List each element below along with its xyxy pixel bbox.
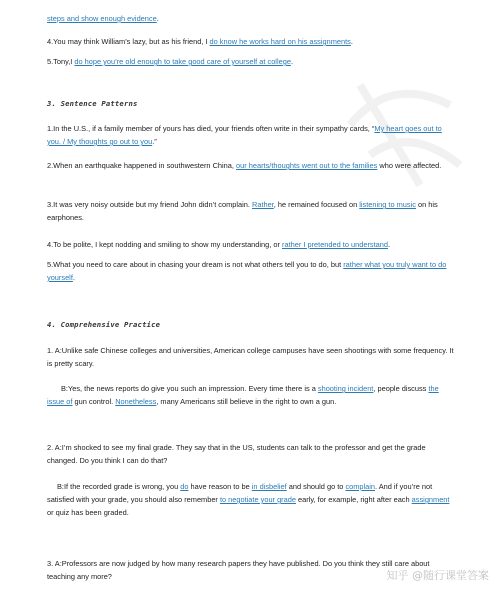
body-text: .”: [152, 137, 157, 146]
watermark-text: 知乎 @随行课堂答案: [386, 569, 489, 582]
paragraph-line1: [47, 12, 457, 25]
body-text: , he remained focused on: [273, 200, 360, 209]
body-text: 3.It was very noisy outside but my friend John didn’t complain.: [47, 200, 252, 209]
section-heading-sentence-patterns: 3. Sentence Patterns: [47, 99, 138, 108]
paragraph-line3: [47, 55, 457, 68]
answer-text: to negotiate your grade: [219, 495, 296, 504]
body-text: 4.You may think William’s lazy, but as his friend, I: [47, 37, 210, 46]
practice-item: [47, 441, 457, 467]
body-text: . And if you’re not satisfied with your grade, you should also remember: [47, 482, 433, 504]
answer-text: the issue of: [47, 384, 439, 406]
body-text: early, for example, right after each: [295, 495, 412, 504]
body-text: .: [72, 273, 75, 282]
body-text: .: [290, 57, 293, 66]
body-text: 4.To be polite, I kept nodding and smiling to show my understanding, or: [47, 240, 282, 249]
body-text: .: [388, 240, 391, 249]
body-text: 1.In the U.S., if a family member of yours has died, your friends often write in their sympathy cards, “: [47, 124, 375, 133]
body-text: 2. A:I’m shocked to see my final grade. They say that in the US, students can talk to the professor and get the grade changed. Do you think I can do that?: [47, 443, 426, 465]
body-text: on his earphones.: [47, 200, 438, 222]
answer-text: rather what you truly want to do yourself: [47, 260, 447, 282]
answer-text: My heart goes out to you. / My thoughts go out to you: [47, 124, 442, 146]
body-text: .: [350, 37, 353, 46]
answer-text: rather I pretended to understand: [282, 240, 389, 249]
body-text: .: [156, 14, 159, 23]
body-text: 2.When an earthquake happened in southwestern China,: [47, 161, 237, 170]
body-text: who were affected.: [377, 161, 442, 170]
body-text: 5.Tony,I: [47, 57, 75, 66]
body-text: and should go to: [286, 482, 346, 491]
body-text: 3. A:Professors are now judged by how many research papers they have published. Do you think they still care about teaching any more?: [47, 559, 430, 581]
body-text: 5.What you need to care about in chasing your dream is not what others tell you to do, but: [47, 260, 344, 269]
answer-text: Nonetheless: [115, 397, 157, 406]
body-text: B:If the recorded grade is wrong, you: [57, 482, 181, 491]
answer-text: our hearts/thoughts went out to the families: [236, 161, 378, 170]
sentence-pattern-item: [47, 198, 457, 224]
answer-text: shooting incident: [317, 384, 374, 393]
body-text: gun control.: [72, 397, 116, 406]
answer-text: steps and show enough evidence: [47, 14, 157, 23]
answer-text: assignment: [411, 495, 450, 504]
practice-item: [47, 344, 457, 370]
sentence-pattern-item: [47, 258, 457, 284]
body-text: , people discuss: [373, 384, 429, 393]
answer-text: do hope you’re old enough to take good care of yourself at college: [74, 57, 291, 66]
answer-text: complain: [345, 482, 376, 491]
answer-text: do know he works hard on his assignments: [209, 37, 351, 46]
practice-item: [47, 382, 457, 408]
body-text: have reason to be: [188, 482, 252, 491]
answer-text: in disbelief: [251, 482, 287, 491]
sentence-pattern-item: [47, 159, 457, 172]
body-text: or quiz has been graded.: [47, 508, 129, 517]
sentence-pattern-item: [47, 238, 457, 251]
answer-text: listening to music: [359, 200, 416, 209]
body-text: , many Americans still believe in the right to own a gun.: [156, 397, 337, 406]
body-text: 1. A:Unlike safe Chinese colleges and universities, American college campuses have seen shootings with some frequency. It is pretty scary.: [47, 346, 454, 368]
answer-text: do: [180, 482, 189, 491]
section-heading-comprehensive-practice: 4. Comprehensive Practice: [47, 320, 161, 329]
body-text: B:Yes, the news reports do give you such an impression. Every time there is a: [61, 384, 318, 393]
paragraph-line2: [47, 35, 457, 48]
sentence-pattern-item: [47, 122, 457, 148]
practice-item: [47, 480, 457, 519]
answer-text: Rather: [252, 200, 274, 209]
